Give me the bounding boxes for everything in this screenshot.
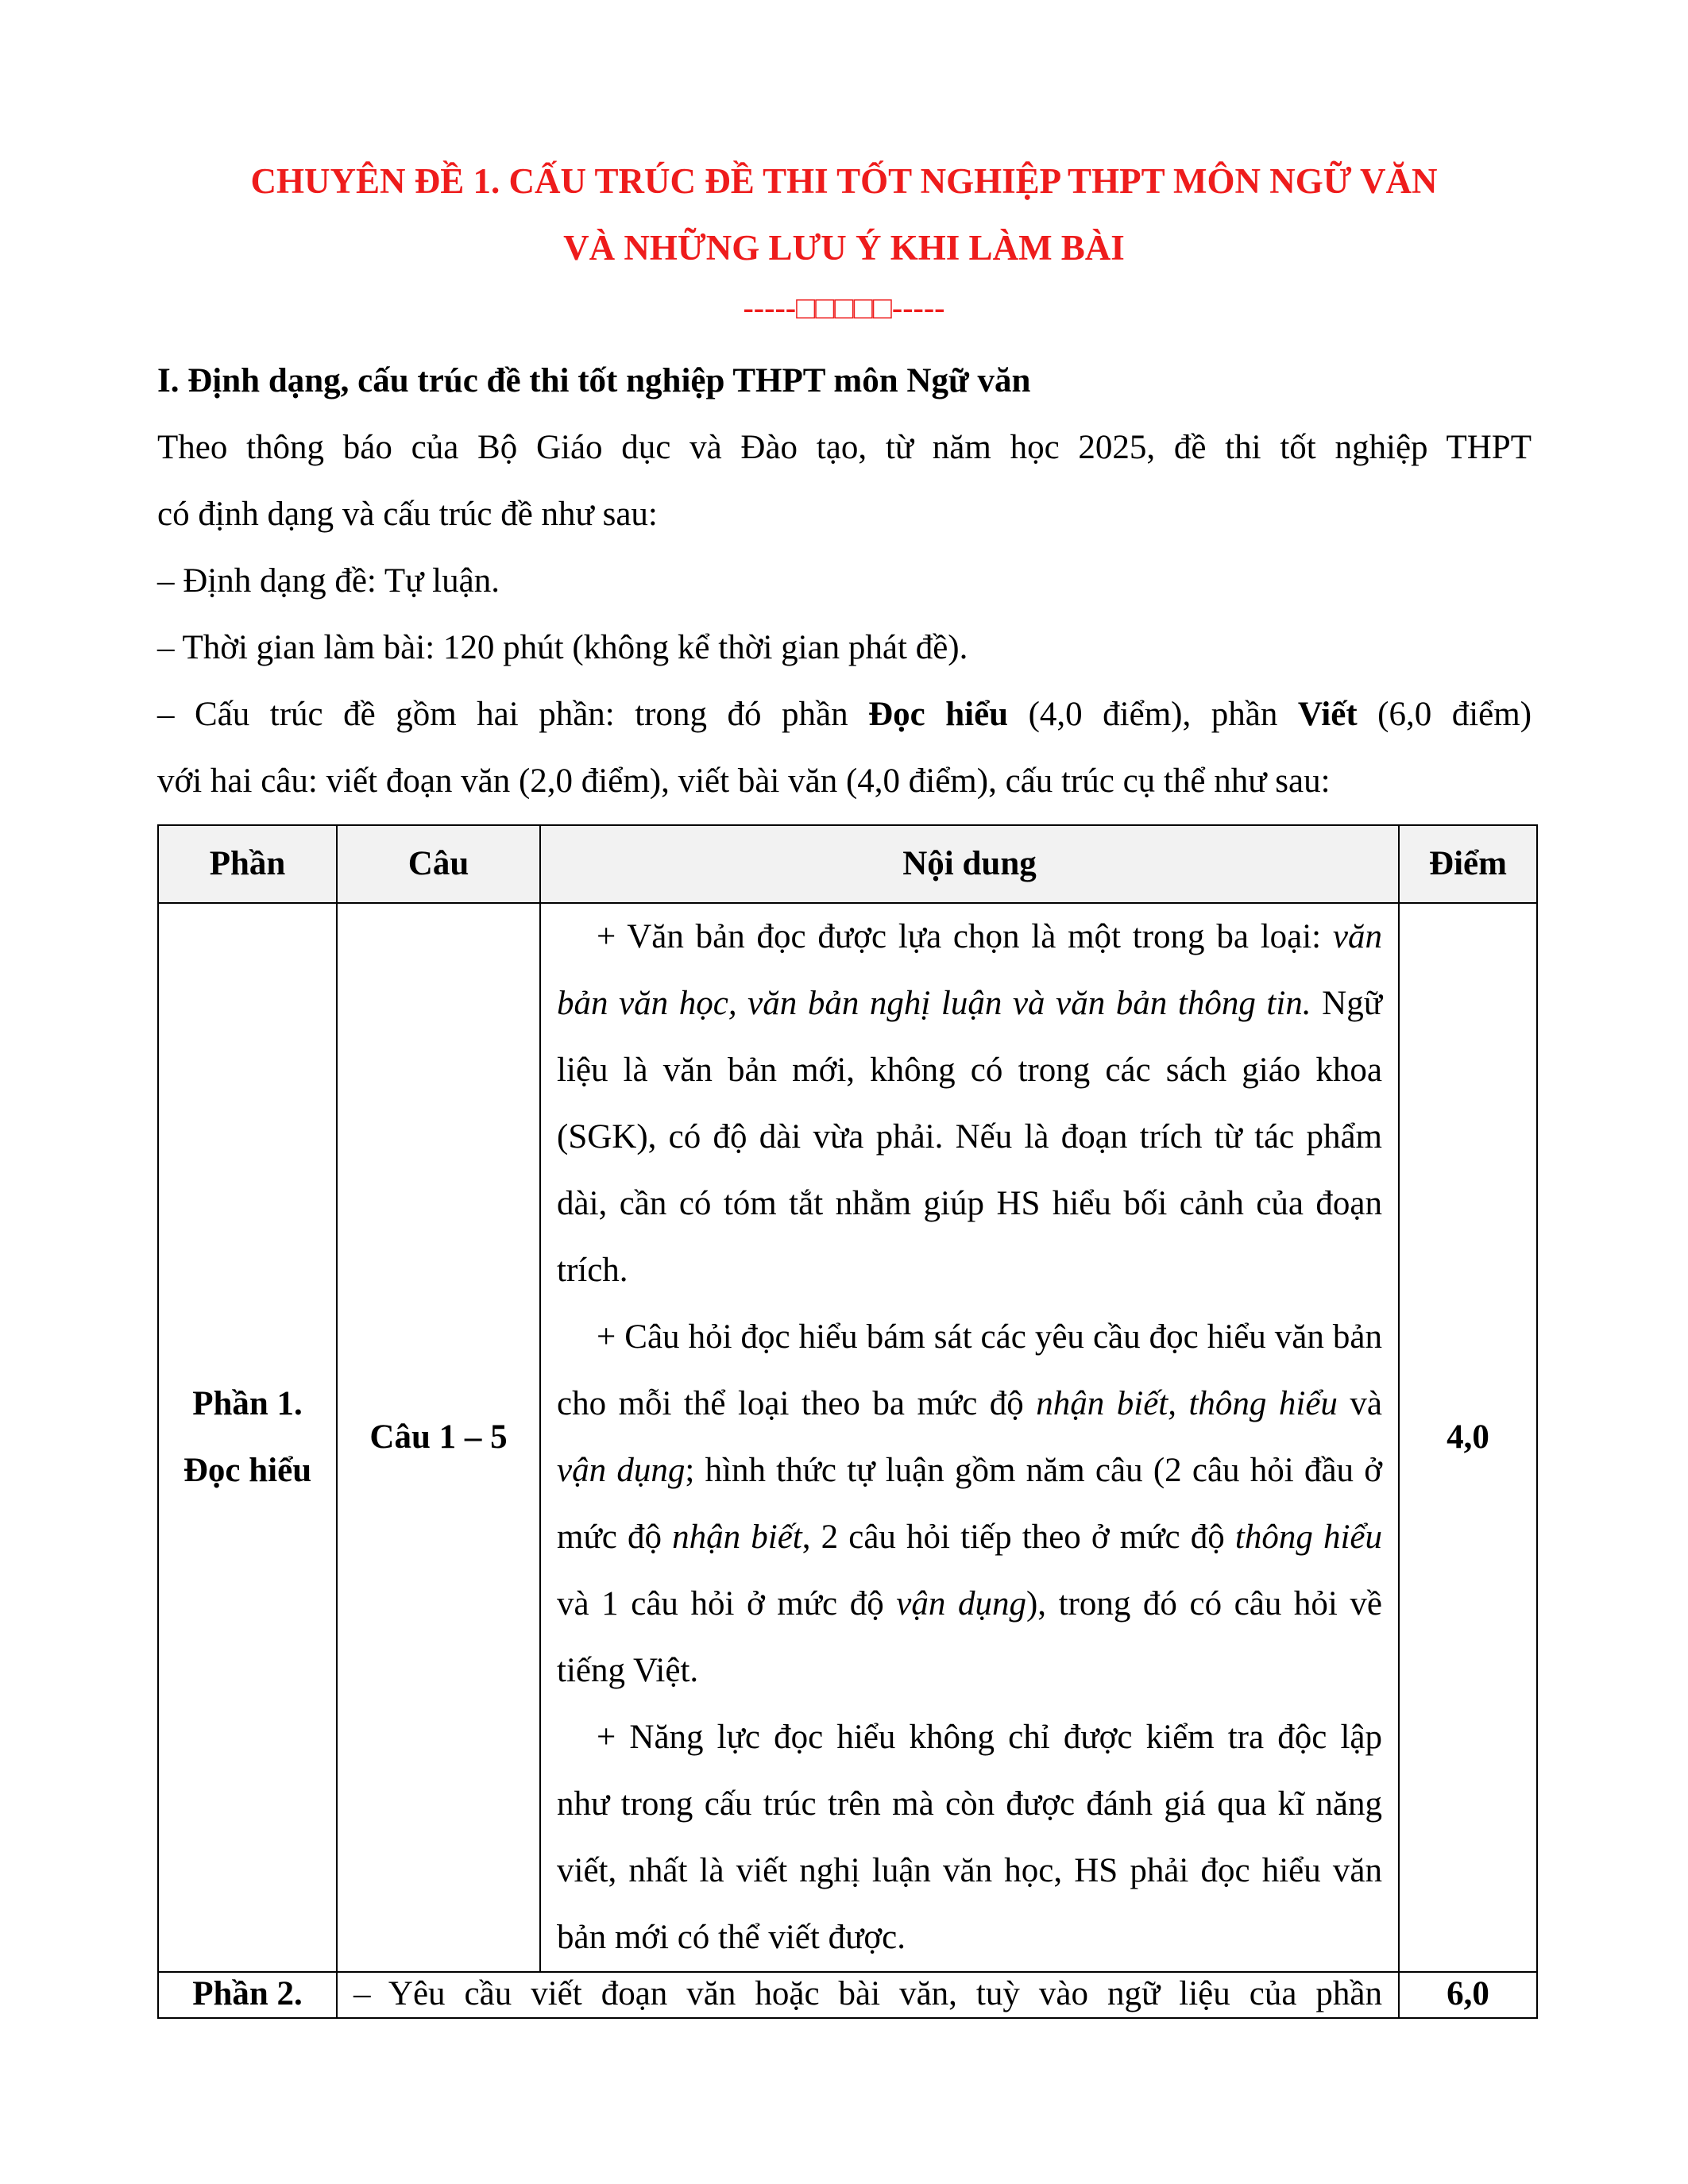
header-score: Điểm <box>1399 825 1537 903</box>
header-content: Nội dung <box>540 825 1399 903</box>
exam-structure-table <box>157 824 1538 2019</box>
content-paragraph-3: + Năng lực đọc hiểu không chỉ được kiểm tra độc lập như trong cấu trúc trên mà còn được đánh giá qua kĩ năng viết, nhất là viết nghị luận văn học, HS phải đọc hiểu văn bản mới có thể viết được. <box>557 1719 1382 1956</box>
time-item: – Thời gian làm bài: 120 phút (không kể thời gian phát đề). <box>157 629 968 666</box>
format-item: – Định dạng đề: Tự luận. <box>157 562 500 600</box>
table-row <box>158 903 1537 1972</box>
document-title-line2: VÀ NHỮNG LƯU Ý KHI LÀM BÀI <box>563 228 1125 268</box>
score-cell: 4,0 <box>1399 903 1537 1972</box>
structure-prefix: – Cấu trúc đề gồm hai phần: trong đó phần <box>157 696 869 733</box>
part-cell <box>158 903 337 1972</box>
title-ornament: -----□□□□□----- <box>743 290 945 326</box>
structure-part1: Đọc hiểu <box>868 696 1009 733</box>
content-cell: – Yêu cầu viết đoạn văn hoặc bài văn, tuỳ vào ngữ liệu của phần <box>337 1972 1399 2018</box>
header-part: Phần <box>158 825 337 903</box>
intro-line-1: Theo thông báo của Bộ Giáo dục và Đào tạo, từ năm học 2025, đề thi tốt nghiệp THPT <box>157 429 1532 466</box>
table-row <box>158 1972 1537 2018</box>
structure-part2: Viết <box>1297 696 1358 733</box>
content-paragraph-2: + Câu hỏi đọc hiểu bám sát các yêu cầu đọc hiểu văn bản cho mỗi thể loại theo ba mức độ nhận biết, thông hiểu và vận dụng; hình thức tự luận gồm năm câu (2 câu hỏi đầu ở mức độ nhận biết, 2 câu hỏi tiếp theo ở mức độ thông hiểu và 1 câu hỏi ở mức độ vận dụng), trong đó có câu hỏi về tiếng Việt. <box>557 1318 1383 1689</box>
structure-item-line1 <box>157 681 1532 748</box>
part-cell: Phần 2. <box>158 1972 337 2018</box>
document-title-line1: CHUYÊN ĐỀ 1. CẤU TRÚC ĐỀ THI TỐT NGHIỆP THPT MÔN NGỮ VĂN <box>250 161 1438 201</box>
question-cell: Câu 1 – 5 <box>337 903 540 1972</box>
intro-line-2: có định dạng và cấu trúc đề như sau: <box>157 496 658 533</box>
header-question: Câu <box>337 825 540 903</box>
content-cell <box>540 903 1399 1972</box>
table-header-row <box>158 825 1537 903</box>
section-heading: I. Định dạng, cấu trúc đề thi tốt nghiệp THPT môn Ngữ văn <box>157 362 1031 399</box>
part-name: Đọc hiểu <box>183 1452 312 1489</box>
structure-item-line2: với hai câu: viết đoạn văn (2,0 điểm), viết bài văn (4,0 điểm), cấu trúc cụ thể như sau: <box>157 762 1331 800</box>
structure-mid: (4,0 điểm), phần <box>1008 696 1298 733</box>
content-paragraph-1: + Văn bản đọc được lựa chọn là một trong ba loại: văn bản văn học, văn bản nghị luận và văn bản thông tin. Ngữ liệu là văn bản mới, không có trong các sách giáo khoa (SGK), có độ dài vừa phải. Nếu là đoạn trích từ tác phẩm dài, cần có tóm tắt nhằm giúp HS hiểu bối cảnh của đoạn trích. <box>557 918 1383 1289</box>
part-label: Phần 1. <box>192 1385 303 1422</box>
structure-suffix: (6,0 điểm) <box>1357 696 1532 733</box>
score-cell: 6,0 <box>1399 1972 1537 2018</box>
